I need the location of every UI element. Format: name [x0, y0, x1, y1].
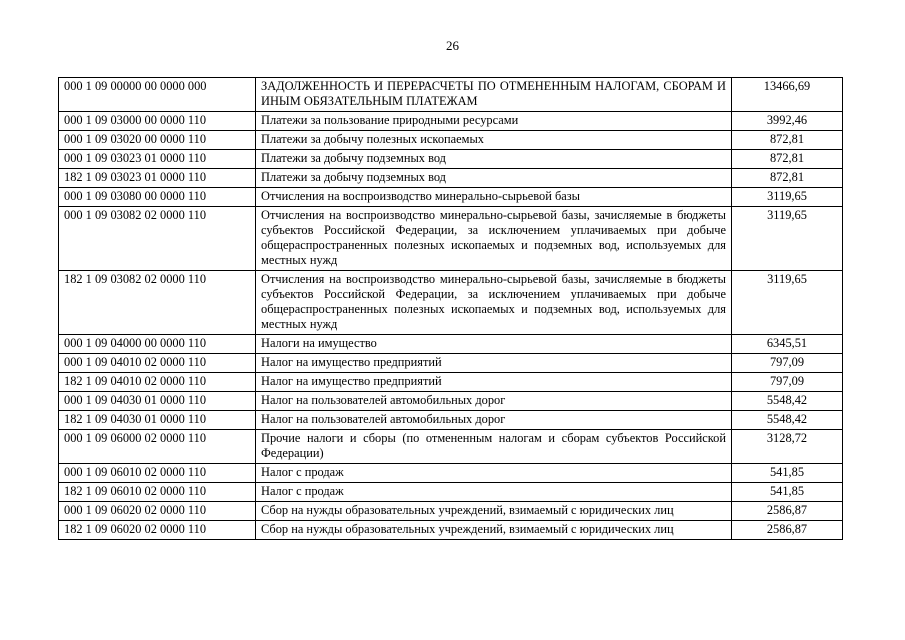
item-name-cell: Сбор на нужды образовательных учреждений, взимаемый с юридических лиц: [256, 502, 732, 521]
classification-code-cell: 000 1 09 06000 02 0000 110: [59, 430, 256, 464]
amount-cell: 3119,65: [732, 207, 843, 271]
classification-code-cell: 000 1 09 06020 02 0000 110: [59, 502, 256, 521]
item-name-cell: Отчисления на воспроизводство минерально-сырьевой базы, зачисляемые в бюджеты субъектов Российской Федерации, за исключением уплачиваемых при добыче общераспространенных полезных ископаемых и подземных вод, используемых для местных нужд: [256, 207, 732, 271]
amount-cell: 872,81: [732, 131, 843, 150]
amount-cell: 797,09: [732, 373, 843, 392]
item-name-cell: Налог на имущество предприятий: [256, 373, 732, 392]
table-row: [59, 112, 843, 131]
amount-cell: 2586,87: [732, 521, 843, 540]
table-body: [59, 78, 843, 540]
item-name-cell: Налог с продаж: [256, 483, 732, 502]
item-name-cell: Платежи за пользование природными ресурсами: [256, 112, 732, 131]
table-row: [59, 150, 843, 169]
classification-code-cell: 182 1 09 06010 02 0000 110: [59, 483, 256, 502]
amount-cell: 2586,87: [732, 502, 843, 521]
classification-code-cell: 000 1 09 04000 00 0000 110: [59, 335, 256, 354]
table-row: [59, 411, 843, 430]
item-name-cell: Прочие налоги и сборы (по отмененным налогам и сборам субъектов Российской Федерации): [256, 430, 732, 464]
table-row: [59, 392, 843, 411]
amount-cell: 541,85: [732, 483, 843, 502]
item-name-cell: Отчисления на воспроизводство минерально-сырьевой базы: [256, 188, 732, 207]
amount-cell: 797,09: [732, 354, 843, 373]
classification-code-cell: 182 1 09 06020 02 0000 110: [59, 521, 256, 540]
amount-cell: 3119,65: [732, 188, 843, 207]
item-name-cell: Налог с продаж: [256, 464, 732, 483]
classification-code-cell: 000 1 09 03080 00 0000 110: [59, 188, 256, 207]
table-row: [59, 464, 843, 483]
classification-code-cell: 182 1 09 03082 02 0000 110: [59, 271, 256, 335]
classification-code-cell: 000 1 09 03023 01 0000 110: [59, 150, 256, 169]
classification-code-cell: 000 1 09 00000 00 0000 000: [59, 78, 256, 112]
amount-cell: 13466,69: [732, 78, 843, 112]
amount-cell: 3119,65: [732, 271, 843, 335]
item-name-cell: Отчисления на воспроизводство минерально-сырьевой базы, зачисляемые в бюджеты субъектов Российской Федерации, за исключением уплачиваемых при добыче общераспространенных полезных ископаемых и подземных вод, используемых для местных нужд: [256, 271, 732, 335]
table-row: [59, 521, 843, 540]
amount-cell: 3992,46: [732, 112, 843, 131]
amount-cell: 5548,42: [732, 392, 843, 411]
classification-code-cell: 182 1 09 04030 01 0000 110: [59, 411, 256, 430]
classification-code-cell: 000 1 09 06010 02 0000 110: [59, 464, 256, 483]
table-row: [59, 78, 843, 112]
item-name-cell: Налог на пользователей автомобильных дорог: [256, 411, 732, 430]
item-name-cell: Налоги на имущество: [256, 335, 732, 354]
table-row: [59, 188, 843, 207]
classification-code-cell: 000 1 09 03082 02 0000 110: [59, 207, 256, 271]
table-row: [59, 483, 843, 502]
table-row: [59, 207, 843, 271]
table-row: [59, 271, 843, 335]
item-name-cell: Налог на имущество предприятий: [256, 354, 732, 373]
amount-cell: 6345,51: [732, 335, 843, 354]
classification-code-cell: 000 1 09 03020 00 0000 110: [59, 131, 256, 150]
item-name-cell: Платежи за добычу подземных вод: [256, 150, 732, 169]
item-name-cell: Налог на пользователей автомобильных дорог: [256, 392, 732, 411]
table-row: [59, 354, 843, 373]
amount-cell: 541,85: [732, 464, 843, 483]
page-number: 26: [446, 38, 459, 53]
item-name-cell: Платежи за добычу подземных вод: [256, 169, 732, 188]
table-row: [59, 502, 843, 521]
table-row: [59, 373, 843, 392]
item-name-cell: ЗАДОЛЖЕННОСТЬ И ПЕРЕРАСЧЕТЫ ПО ОТМЕНЕННЫМ НАЛОГАМ, СБОРАМ И ИНЫМ ОБЯЗАТЕЛЬНЫМ ПЛАТЕЖАМ: [256, 78, 732, 112]
amount-cell: 3128,72: [732, 430, 843, 464]
item-name-cell: Сбор на нужды образовательных учреждений, взимаемый с юридических лиц: [256, 521, 732, 540]
table-row: [59, 131, 843, 150]
budget-revenue-table: [58, 77, 843, 540]
amount-cell: 5548,42: [732, 411, 843, 430]
table-row: [59, 169, 843, 188]
item-name-cell: Платежи за добычу полезных ископаемых: [256, 131, 732, 150]
table-row: [59, 335, 843, 354]
amount-cell: 872,81: [732, 169, 843, 188]
amount-cell: 872,81: [732, 150, 843, 169]
classification-code-cell: 182 1 09 04010 02 0000 110: [59, 373, 256, 392]
classification-code-cell: 000 1 09 03000 00 0000 110: [59, 112, 256, 131]
classification-code-cell: 000 1 09 04010 02 0000 110: [59, 354, 256, 373]
classification-code-cell: 182 1 09 03023 01 0000 110: [59, 169, 256, 188]
classification-code-cell: 000 1 09 04030 01 0000 110: [59, 392, 256, 411]
table-row: [59, 430, 843, 464]
